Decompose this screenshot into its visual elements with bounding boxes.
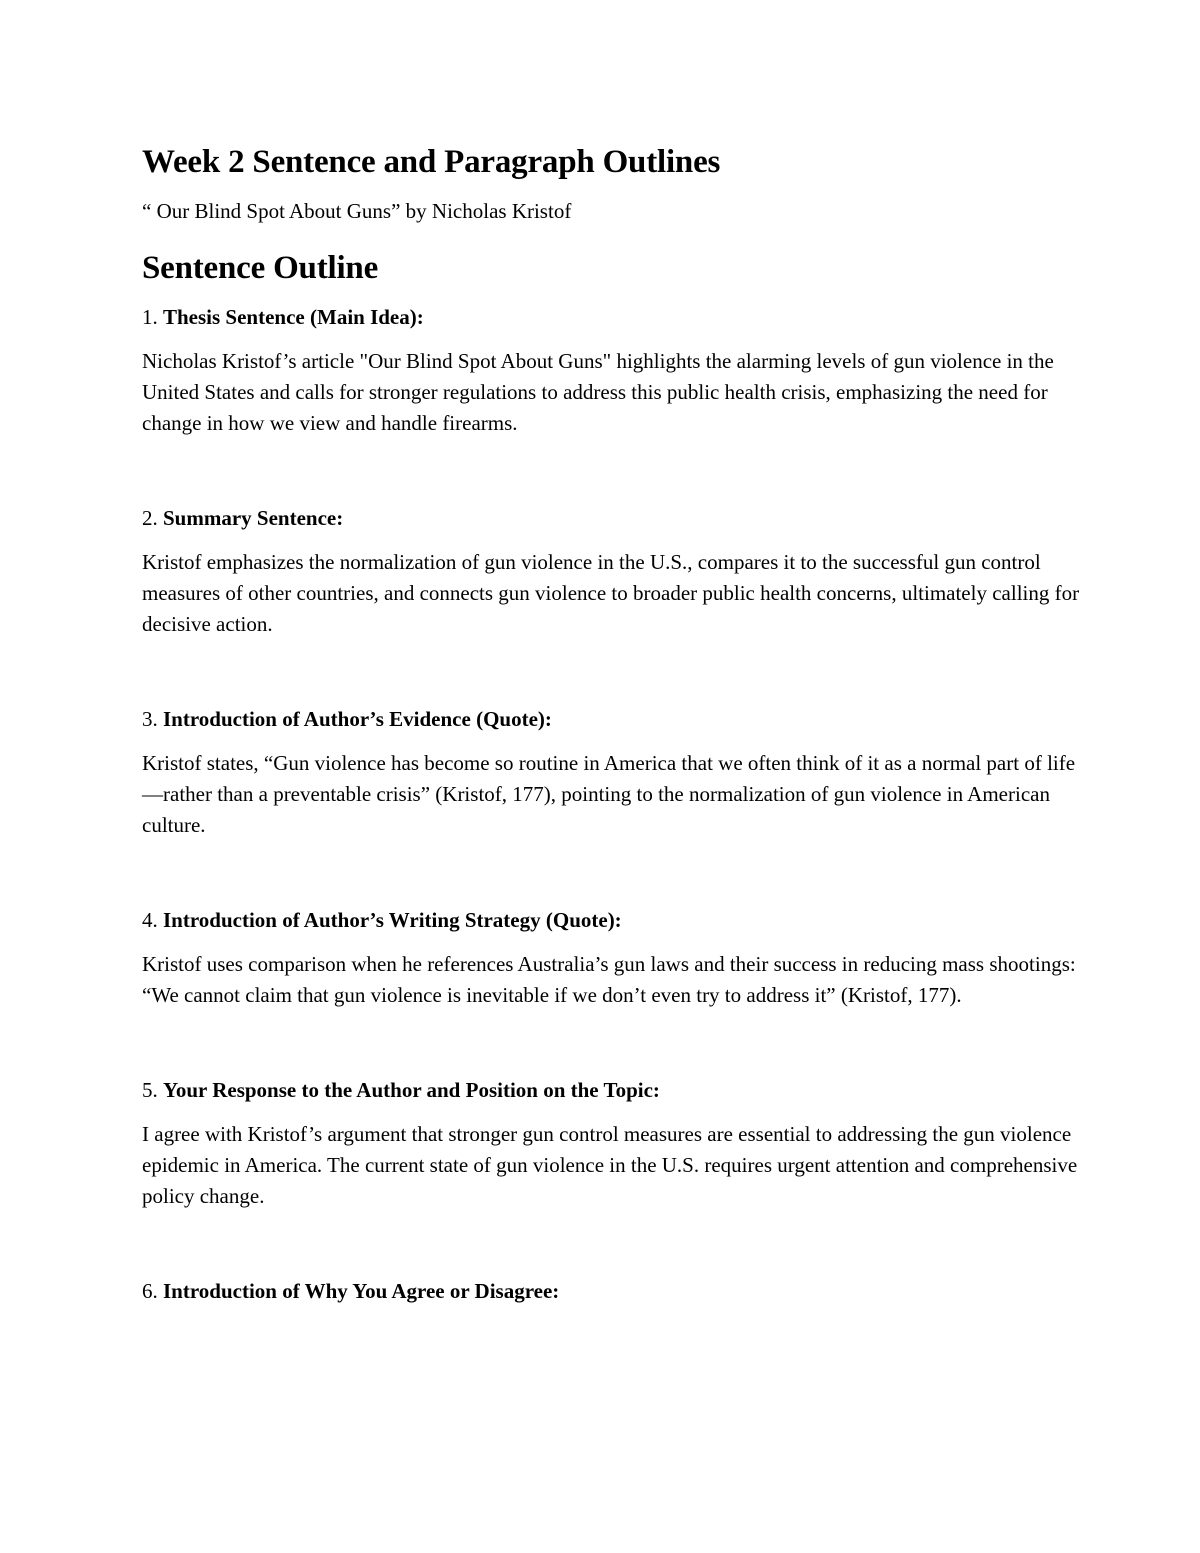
document-title: Week 2 Sentence and Paragraph Outlines — [142, 144, 721, 180]
outline-item-label: Introduction of Author’s Evidence (Quote): — [163, 707, 552, 731]
outline-item-number: 3. — [142, 707, 158, 731]
outline-item-label: Introduction of Author’s Writing Strategy (Quote): — [163, 908, 622, 932]
outline-item-summary — [142, 503, 1082, 640]
outline-item-number: 6. — [142, 1279, 158, 1303]
outline-item-thesis — [142, 302, 1082, 439]
document-page — [142, 140, 1082, 1306]
outline-item-agree-disagree — [142, 1276, 1082, 1306]
outline-item-body: Nicholas Kristof’s article "Our Blind Spot About Guns" highlights the alarming levels of gun violence in the United States and calls for stronger regulations to address this public health crisis, emphasizing the need for change in how we view and handle firearms. — [142, 349, 1054, 435]
outline-item-number: 1. — [142, 305, 158, 329]
outline-item-heading — [142, 1276, 1082, 1306]
outline-item-response — [142, 1075, 1082, 1212]
outline-item-number: 5. — [142, 1078, 158, 1102]
outline-item-label: Introduction of Why You Agree or Disagree: — [163, 1279, 560, 1303]
outline-item-body: Kristof uses comparison when he references Australia’s gun laws and their success in reducing mass shootings: “We cannot claim that gun violence is inevitable if we don’t even try to address it” (Kristof, 177). — [142, 952, 1076, 1007]
outline-item-number: 4. — [142, 908, 158, 932]
outline-item-label: Thesis Sentence (Main Idea): — [163, 305, 424, 329]
outline-item-heading — [142, 1075, 1082, 1105]
section-heading: Sentence Outline — [142, 250, 379, 286]
outline-item-heading — [142, 704, 1082, 734]
outline-item-heading — [142, 905, 1082, 935]
outline-item-label: Summary Sentence: — [163, 506, 344, 530]
outline-item-number: 2. — [142, 506, 158, 530]
outline-item-body: Kristof emphasizes the normalization of gun violence in the U.S., compares it to the successful gun control measures of other countries, and connects gun violence to broader public health concerns, ultimately calling for decisive action. — [142, 550, 1080, 636]
outline-item-heading — [142, 302, 1082, 332]
outline-item-strategy — [142, 905, 1082, 1011]
outline-item-label: Your Response to the Author and Position on the Topic: — [163, 1078, 660, 1102]
document-subtitle: “ Our Blind Spot About Guns” by Nicholas Kristof — [142, 199, 572, 223]
outline-item-body: I agree with Kristof’s argument that stronger gun control measures are essential to addressing the gun violence epidemic in America. The current state of gun violence in the U.S. requires urgent attention and comprehensive policy change. — [142, 1122, 1078, 1208]
outline-item-heading — [142, 503, 1082, 533]
outline-item-body: Kristof states, “Gun violence has become so routine in America that we often think of it as a normal part of life—rather than a preventable crisis” (Kristof, 177), pointing to the normalization of gun violence in American culture. — [142, 751, 1076, 837]
outline-item-evidence — [142, 704, 1082, 841]
